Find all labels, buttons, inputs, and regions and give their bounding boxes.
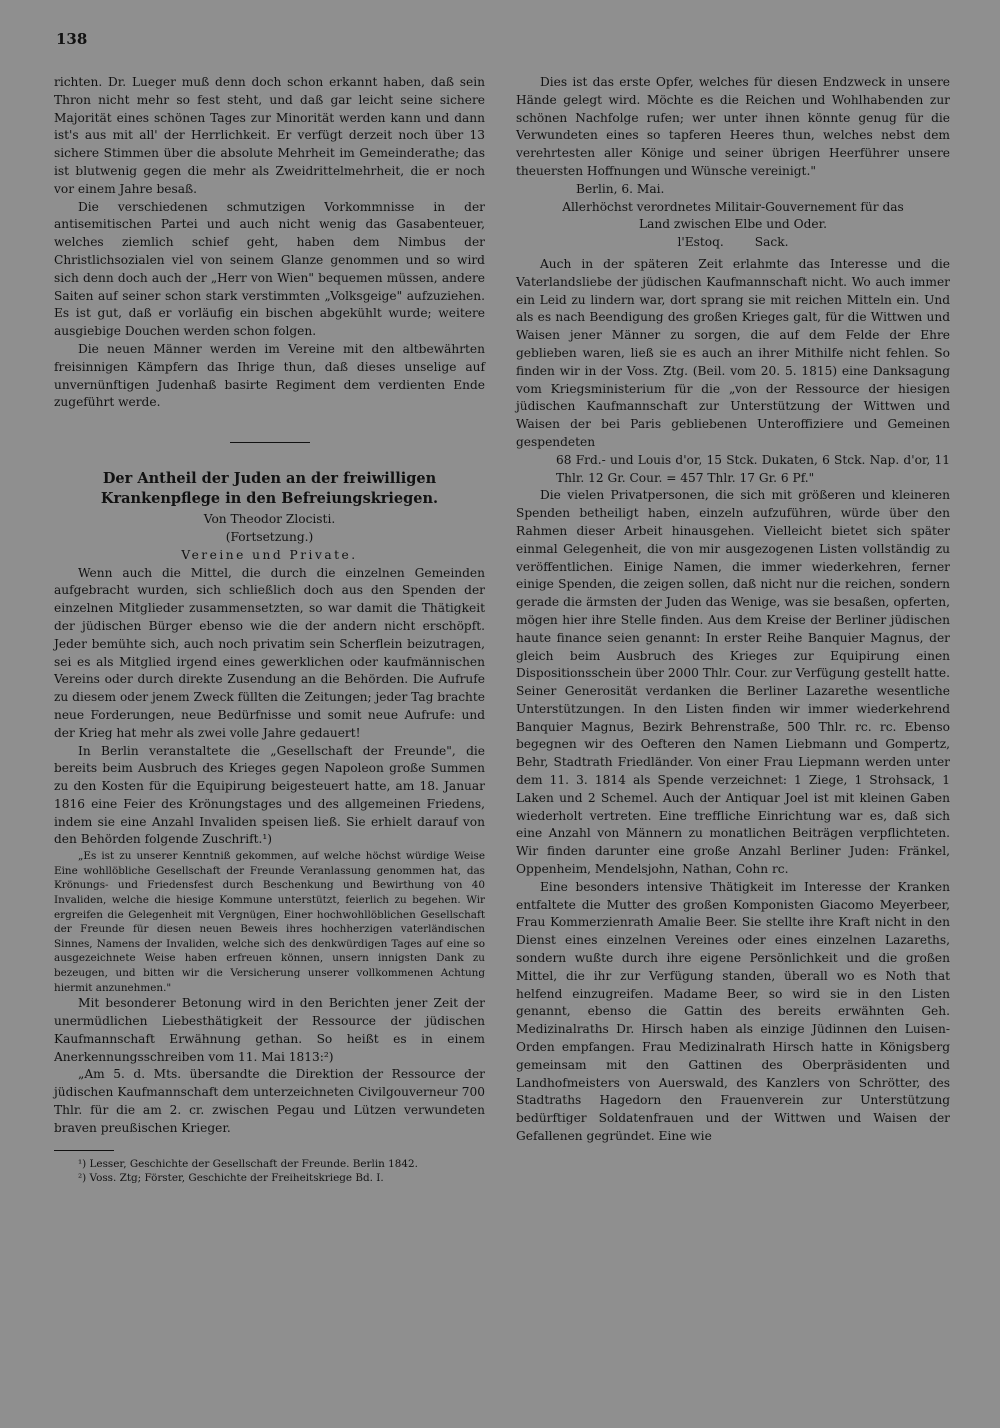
paragraph: Auch in der späteren Zeit erlahmte das Interesse und die Vaterlandsliebe der jüdischen Kaufmannschaft nicht. Wo auch immer ein Leid zu lindern war, dort sprang sie mit reichen Mitteln ein. Und als es nach Beendigung des großen Krieges galt, für die Wittwen und Waisen jener Männer zu sorgen, die auf dem Felde der Ehre geblieben waren, ließ sie es auch an ihrer Mithilfe nicht fehlen. So finden wir in der Voss. Ztg. (Beil. vom 20. 5. 1815) eine Danksagung vom Kriegsministerium für die „von der Ressource der hiesigen jüdischen Kaufmannschaft zur Unterstützung der Wittwen und Waisen der bei Paris gebliebenen Unteroffiziere und Gemeinen gespendeten bbox=[516, 256, 950, 449]
right-column bbox=[516, 74, 950, 1146]
letter-signature: Allerhöchst verordnetes Militair-Gouvernement für das Land zwischen Elbe und Oder. bbox=[562, 199, 904, 232]
footnote: ¹) Lesser, Geschichte der Gesellschaft der Freunde. Berlin 1842. bbox=[78, 1157, 418, 1170]
section-heading: Vereine und Private. bbox=[181, 547, 358, 562]
article-title: Der Antheil der Juden an der freiwilligen Krankenpflege in den Befreiungskriegen. bbox=[100, 470, 439, 508]
article-author: Von Theodor Zlocisti. bbox=[203, 512, 336, 527]
letter-signatories: l'Estoq. Sack. bbox=[677, 235, 789, 250]
footnote: ²) Voss. Ztg; Förster, Geschichte der Freiheitskriege Bd. I. bbox=[78, 1172, 384, 1185]
paragraph: Die vielen Privatpersonen, die sich mit größeren und kleineren Spenden betheiligt haben, einzeln aufzuführen, würde über den Rahmen dieser Arbeit hinausgehen. Vielleicht bietet sich später einmal Gelegenheit, die von mir ausgezogenen Listen vollständig zu veröffentlichen. Einige Namen, die immer wiederkehren, ferner einige Spenden, die zeigen sollen, daß nicht nur die reichen, sondern gerade die ärmsten der Juden das Wenige, was sie besaßen, opferten, mögen hier ihre Stelle finden. Aus dem Kreise der Berliner jüdischen haute finance seien genannt: In erster Reihe Banquier Magnus, der gleich beim Ausbruch des Krieges zur Equipirung einen Dispositionsschein über 2000 Thlr. Cour. zur Verfügung gestellt hatte. Seiner Generosität verdanken die Berliner Lazarethe wesentliche Unterstützungen. In den Listen finden wir immer wiederkehrend Banquier Magnus, Bezirk Behrenstraße, 500 Thlr. rc. rc. Ebenso begegnen wir des Oefteren den Namen Liebmann und Gompertz, Behr, Stadtrath Friedländer. Von einer Frau Liepmann werden unter dem 11. 3. 1814 als Spende verzeichnet: 1 Ziege, 1 Strohsack, 1 Laken und 2 Schemel. Auch der Antiquar Joel ist mit kleinen Gaben wiederholt vertreten. Eine treffliche Einrichtung war es, daß sich eine Anzahl von Männern zu monatlichen Beiträgen verpflichteten. Wir finden darunter eine große Anzahl Berliner Juden: Fränkel, Oppenheim, Mendelsjohn, Nathan, Cohn rc. bbox=[516, 488, 950, 877]
page-number: 138 bbox=[56, 30, 88, 48]
left-column bbox=[54, 74, 485, 1186]
paragraph: Eine besonders intensive Thätigkeit im Interesse der Kranken entfaltete die Mutter des großen Komponisten Giacomo Meyerbeer, Frau Kommerzienrath Amalie Beer. Sie stellte ihre Kraft nicht in den Dienst eines einzelnen Vereines oder eines einzelnen Lazareths, sondern wußte durch ihre eigene Persönlichkeit und die großen Mittel, die ihr zur Verfügung standen, überall wo es Noth that helfend einzugreifen. Madame Beer, so wird sie in den Listen genannt, ebenso die Gattin des bereits erwähnten Geh. Medizinalraths Dr. Hirsch haben als einzige Jüdinnen den Luisen-Orden empfangen. Frau Medizinalrath Hirsch hatte in Königsberg gemeinsam mit den Gattinen des Oberpräsidenten und Landhofmeisters von Auerswald, des Kanzlers von Schrötter, des Stadtraths Hagedorn den Frauenverein zur Unterstützung bedürftiger Soldatenfrauen und der Wittwen und Waisen der Gefallenen gegründet. Eine wie bbox=[516, 879, 950, 1144]
paragraph: Die verschiedenen schmutzigen Vorkommnisse in der antisemitischen Partei und auch nicht wenig das Gasabenteuer, welches ziemlich schief geht, haben dem Nimbus der Christlichsozialen viel von seinem Glanze genommen und so wird sich denn doch auch der „Herr von Wien" bequemen müssen, andere Saiten auf seiner schon stark verstimmten „Volksgeige" aufzuziehen. Es ist gut, daß er vorläufig ein bischen abgekühlt wurde; weitere ausgiebige Douchen werden schon folgen. bbox=[54, 199, 485, 339]
paragraph: Mit besonderer Betonung wird in den Berichten jener Zeit der unermüdlichen Liebesthätigkeit der Ressource der jüdischen Kaufmannschaft Erwähnung gethan. So heißt es in einem Anerkennungsschreiben vom 11. Mai 1813:²) bbox=[54, 996, 485, 1064]
paragraph: richten. Dr. Lueger muß denn doch schon erkannt haben, daß sein Thron nicht mehr so fest steht, und daß gar leicht seine sichere Majorität eines schönen Tages zur Minorität werden kann und dann ist's aus mit all' der Herrlichkeit. Er verfügt derzeit noch über 13 sichere Stimmen über die absolute Mehrheit im Gemeinderathe; das ist blutwenig gegen die mehr als Zweidrittelmehrheit, die er noch vor einem Jahre besaß. bbox=[54, 75, 485, 196]
paragraph: Wenn auch die Mittel, die durch die einzelnen Gemeinden aufgebracht wurden, sich schließlich doch aus den Spenden der einzelnen Mitglieder zusammensetzten, so war damit die Thätigkeit der jüdischen Bürger ebenso wie die der andern nicht erschöpft. Jeder bemühte sich, auch noch privatim sein Scherflein beizutragen, sei es als Mitglied irgend eines gewerklichen oder kaufmännischen Vereins oder durch direkte Zusendung an die Behörden. Die Aufrufe zu diesem oder jenem Zweck füllten die Zeitungen; jeder Tag brachte neue Forderungen, neue Bedürfnisse und somit neue Aufrufe: und der Krieg hat mehr als zwei volle Jahre gedauert! bbox=[54, 565, 485, 740]
paragraph: In Berlin veranstaltete die „Gesellschaft der Freunde", die bereits beim Ausbruch des Krieges gegen Napoleon große Summen zu den Kosten für die Equipirung beigesteuert hatte, am 18. Januar 1816 eine Feier des Krönungstages und des allgemeinen Friedens, indem sie eine Anzahl Invaliden speisen ließ. Sie erhielt darauf von den Behörden folgende Zuschrift.¹) bbox=[54, 743, 485, 847]
paragraph: Die neuen Männer werden im Vereine mit den altbewährten freisinnigen Kämpfern das Ihrige thun, daß dieses unselige auf unvernünftigen Judenhaß basirte Regiment dem verdienten Ende zugeführt werde. bbox=[54, 341, 485, 410]
section-divider bbox=[230, 442, 310, 443]
quoted-letter: Dies ist das erste Opfer, welches für diesen Endzweck in unsere Hände gelegt wird. Möchte es die Reichen und Wohlhabenden zur schönen Nachfolge rufen; wer unter ihnen könnte genug für die Verwundeten eines so tapferen Heeres thun, welches nebst dem verehrtesten aller Könige und seiner übrigen Heerführer unsere theuersten Hoffnungen und Wünsche vereinigt." bbox=[516, 75, 950, 178]
quoted-letter: „Es ist zu unserer Kenntniß gekommen, auf welche höchst würdige Weise Eine wohllöbliche Gesellschaft der Freunde Veranlassung genommen hat, das Krönungs- und Friedensfest durch Beschenkung und Bewirthung von 40 Invaliden, welche die hiesige Kommune unterstützt, feierlich zu begehen. Wir ergreifen die Gelegenheit mit Vergnügen, Einer hochwohllöblichen Gesellschaft der Freunde für diesen neuen Beweis ihres hochherzigen vaterländischen Sinnes, Namens der Invaliden, welche sich des denkwürdigen Tages auf eine so ausgezeichnete Weise haben erfreuen können, unsern innigsten Dank zu bezeugen, und bitten wir die Versicherung unserer vollkommenen Achtung hiermit anzunehmen." bbox=[54, 850, 485, 994]
footnote-divider bbox=[54, 1150, 114, 1151]
quoted-letter: „Am 5. d. Mts. übersandte die Direktion der Ressource der jüdischen Kaufmannschaft dem unterzeichneten Civilgouverneur 700 Thlr. für die am 2. cr. zwischen Pegau und Lützen verwundeten braven preußischen Krieger. bbox=[54, 1067, 485, 1135]
letter-date: Berlin, 6. Mai. bbox=[576, 181, 665, 196]
continuation-note: (Fortsetzung.) bbox=[225, 529, 314, 544]
donation-amount: 68 Frd.- und Louis d'or, 15 Stck. Dukaten, 6 Stck. Nap. d'or, 11 Thlr. 12 Gr. Cour. = 457 Thlr. 17 Gr. 6 Pf." bbox=[556, 452, 950, 485]
